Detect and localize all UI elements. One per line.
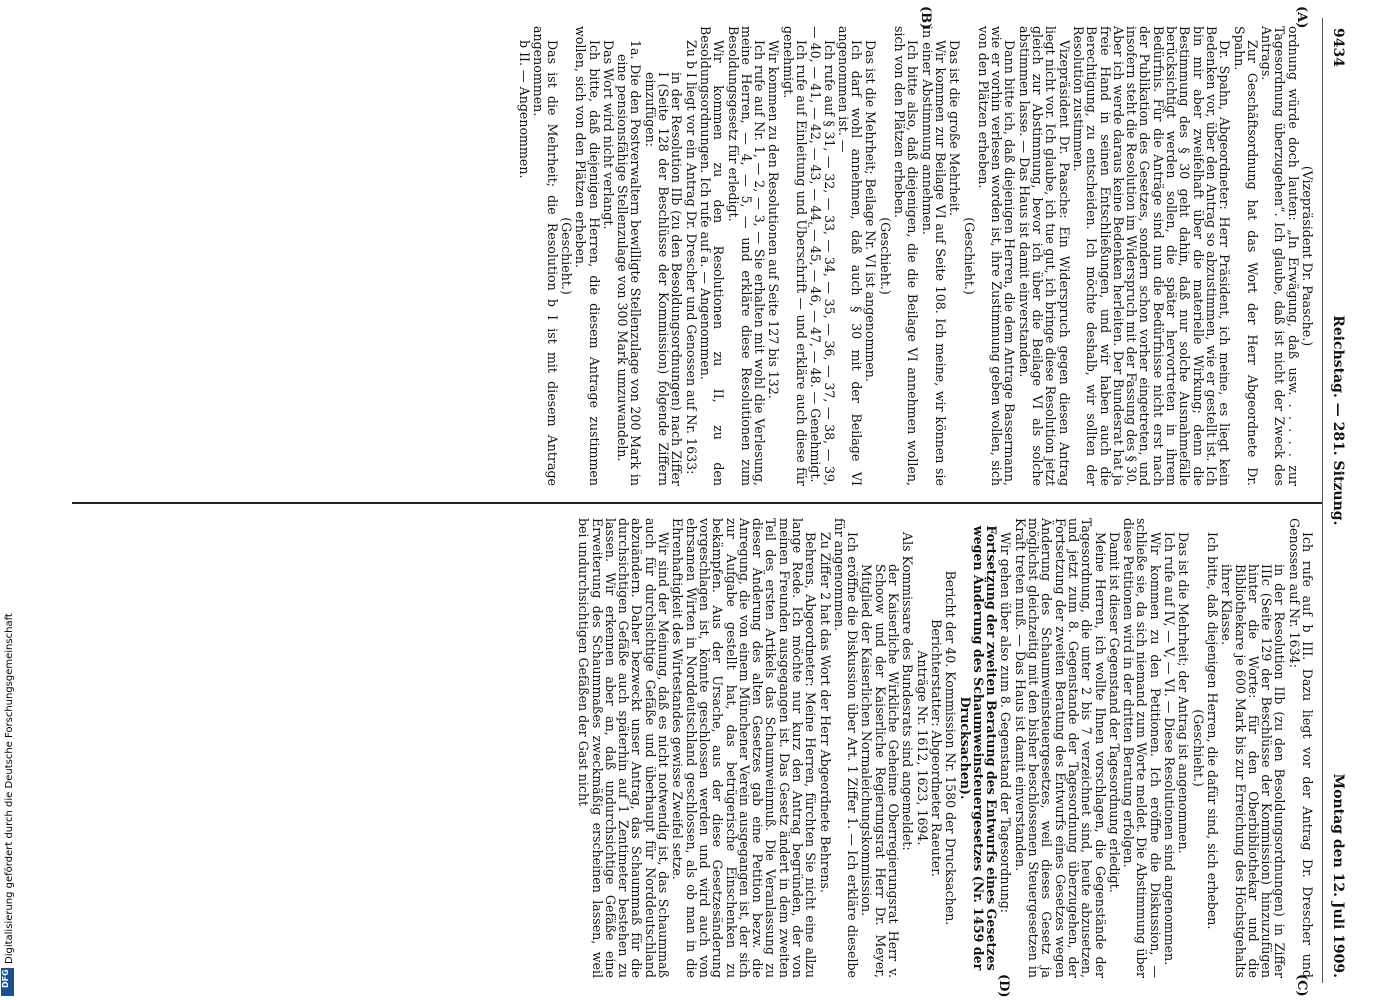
- paragraph: Berichterstatter: Abgeordneter Raeuter.: [928, 619, 944, 877]
- paragraph: (Geschieht.): [1190, 709, 1206, 787]
- paragraph: Das ist die große Mehrheit.: [947, 40, 963, 216]
- paragraph: Wir sind der Meinung, daß es nicht notwendig ist, das Schaummaß auch für durchsichtige Gefäße und überhaupt für Norddeutschland abzuändern. Daher bezweckt unser Antrag, das Schaummaß für die durchsichtigen Gefäße auch späterhin auf 1 Zentimeter bestehen zu lassen. Wir erkennen aber an, daß undurchsichtige Gefäße eine Erweiterung des Schaummaßes zweckmäßig erscheinen lassen, weil bei undurchsichtigen Gefäßen der Gast nicht: [576, 518, 672, 978]
- session-date: Montag den 12. Juli 1909.: [1330, 773, 1346, 978]
- paragraph: (Geschieht.): [877, 217, 893, 295]
- paragraph: Dr. Spahn, Abgeordneter: Herr Präsident, ich meine, es liegt kein Bedenken vor, über den Antrag so abzustimmen, wie er gestellt ist. Ich bin mir aber zweifelhaft über die materielle Wirkung; denn die Bestimmung des § 30 geht dahin, daß nur solche Ausnahmefälle berücksichtigt werden sollen, die später hervortreten in ihrem Bedürfnis. Für die Anträge sind nun die Bedürfnisse nicht erst nach der Publikation des Gesetzes, sondern schon vorher eingetreten, und insofern steht die Resolution im Widerspruch mit der Fassung des § 30. Aber ich werde daraus keine Bedenken herleiten. Der Bundesrat hat ja freie Hand in seinen Entschließungen, und wir haben auch die Berechtigung, zu entscheiden. Ich möchte deshalb, wir sollten der Resolution zustimmen.: [1070, 26, 1233, 486]
- left-column: [517, 26, 1314, 486]
- paragraph: 1a. Die den Postverwaltern bewilligte Stellenzulage von 200 Mark in eine pensionsfähige Stellenzulage von 300 Mark umzuwandeln.: [615, 40, 644, 486]
- paragraph: Vizepräsident Dr. Paasche: Ein Widerspruch gegen diesen Antrag liegt nicht vor. Ich glaube, ich tue gut, ich bringe diese Resolution jetzt gleich zur Abstimmung, bevor ich über die Beilage VI als solche abstimmen lasse. — Das Haus ist damit einverstanden.: [1016, 26, 1072, 486]
- margin-letter-b: (B): [918, 6, 933, 30]
- paragraph: Damit ist dieser Gegenstand der Tagesordnung erledigt.: [1106, 532, 1122, 893]
- header-rule: [1322, 18, 1323, 983]
- paragraph: Das Wort wird nicht verlangt.: [600, 40, 616, 230]
- paragraph: Wir kommen zu den Resolutionen auf Seite 127 bis 132.: [766, 40, 782, 399]
- paragraph: Ich rufe auf § 31, — 32, — 33, — 34, — 35, — 36, — 37, — 38, — 39, — 40, — 41, — 42, — 43, — 44, — 45, — 46, — 47, — 48. — Genehmigt.: [808, 26, 837, 486]
- paragraph: (Geschieht.): [961, 217, 977, 295]
- column-divider: [72, 502, 1322, 504]
- paragraph: Ich rufe auf Einleitung und Überschrift — und erkläre auch diese für genehmigt.: [780, 26, 810, 486]
- paragraph: Als Kommissare des Bundesrats sind angemeldet:: [900, 532, 916, 851]
- paragraph: Wir gehen über also zum 8. Gegenstand der Tagesordnung:: [998, 532, 1014, 914]
- paragraph: Fortsetzung der zweiten Beratung des Entwurfs eines Gesetzes wegen Änderung des Schaumweinsteuergesetzes (Nr. 1459 der Drucksachen).: [957, 525, 1000, 971]
- paragraph: Zu b I liegt vor ein Antrag Dr. Drescher und Genossen auf Nr. 1633:: [683, 40, 699, 475]
- paragraph: Ich rufe auf IV, — V, — VI. — Diese Resolutionen sind angenommen.: [1162, 532, 1178, 966]
- paragraph: Dann bitte ich, daß diejenigen Herren, die dem Antrage Bassermann, wie er vorhin verlesen worden ist, ihre Zustimmung geben wollen, sich von den Plätzen erheben.: [975, 26, 1018, 486]
- running-title: Reichstag. — 281. Sitzung.: [1330, 315, 1346, 526]
- paragraph: Meine Herren, ich wollte Ihnen vorschlagen, die Gegenstände der Tagesordnung, die unter 2 bis 7 verzeichnet sind, heute abzusetzen, und jetzt zum 8. Gegenstande der Tagesordnung überzugehen, der Fortsetzung der zweiten Beratung des Entwurfs eines Gesetzes wegen Änderung des Schaumweinsteuergesetzes, weil dieses Gesetz ja möglichst gleichzeitig mit den bisher beschlossenen Steuergesetzen in Kraft treten muß. — Das Haus ist damit einverstanden.: [1012, 518, 1108, 978]
- paragraph: Bericht der 40. Kommission Nr. 1580 der Drucksachen.: [943, 570, 959, 926]
- paragraph: der Kaiserliche Wirkliche Geheime Oberregierungsrat Herr v. Schoow und der Kaiserliche Regierungsrat Herr Dr. Meyer, Mitglied der Kaiserlichen Normaleichungskommission.: [859, 564, 902, 978]
- paragraph: Ich darf wohl annehmen, daß auch § 30 mit der Beilage VI angenommen ist. —: [835, 26, 865, 486]
- paragraph: in der Resolution IIb (zu den Besoldungsordnungen) nach Ziffer I (Seite 128 der Beschlüsse der Kommission) folgende Ziffern einzufügen:: [642, 72, 685, 486]
- paragraph: Anträge Nr. 1612, 1623, 1694.: [914, 650, 930, 846]
- funding-note: Digitalisierung gefördert durch die Deutsche Forschungsgemeinschaft: [4, 613, 15, 964]
- paragraph: Wir kommen zu den Resolutionen zu II, zu den Besoldungsordnungen. Ich rufe auf a. — Angenommen.: [697, 26, 727, 486]
- margin-letter-a: (A): [1294, 6, 1309, 29]
- paragraph: Zu Ziffer 2 hat das Wort der Herr Abgeordnete Behrens.: [817, 532, 833, 893]
- paragraph: Wir kommen zur Beilage VI auf Seite 108. Ich meine, wir können sie in einer Abstimmung annehmen.: [919, 26, 948, 486]
- paragraph: Das ist die Mehrheit; die Resolution b I ist mit diesem Antrage angenommen.: [531, 26, 560, 486]
- paragraph: (Geschieht.): [558, 217, 574, 295]
- paragraph: Ich bitte, daß diejenigen Herren, die dafür sind, sich erheben.: [1204, 532, 1220, 930]
- paragraph: Ich rufe auf Nr. 1, — 2, — 3, — Sie erhalten mit wohl die Verlesung, meine Herren, — 4, — 5, — und erkläre diese Resolutionen zum Besoldungsgesetz für erledigt.: [725, 26, 768, 486]
- paragraph: Das ist die Mehrheit; der Antrag ist angenommen.: [1176, 532, 1192, 854]
- footer-strip: [0, 0, 18, 1000]
- paragraph: Das ist die Mehrheit; Beilage Nr. VI ist angenommen.: [863, 40, 879, 382]
- paragraph: ordnung würde doch lauten: „In Erwägung, daß usw. . . . . . zur Tagesordnung überzugehen“. Ich glaube, daß ist nicht der Zweck des Antrags.: [1259, 26, 1301, 486]
- paragraph: Wir kommen zu den Petitionen. Ich eröffne die Diskussion, — schließe sie, da sich niemand zum Worte meldet. Die Abstimmung über diese Petitionen wird in der dritten Beratung erfolgen.: [1121, 518, 1163, 978]
- paragraph: Ich bitte also, daß diejenigen, die die Beilage VI annehmen wollen, sich von den Plätzen erheben.: [892, 26, 921, 486]
- paragraph: Ich rufe auf b III. Dazu liegt vor der Antrag Dr. Drescher und Genossen auf Nr. 1634:: [1286, 518, 1315, 978]
- paragraph: (Vizepräsident Dr. Paasche.): [1300, 165, 1315, 347]
- paragraph: Behrens, Abgeordneter: Meine Herren, fürchten Sie nicht eine allzu lange Rede. Ich möchte nur kurz den Antrag begründen, der von meinen Freunden ausgegangen ist. Das Gesetz ändert in dem zweiten Teil des ersten Artikels das Schaumweinmuß. Die Veranlassung zu dieser Änderung des alten Gesetzes gab eine Petition bezw. die Anregung, die von einem Münchener Verein ausgegangen ist, der sich zur Aufgabe gestellt hat, das betrügerische Einschenken zu bekämpfen. Aus der Ursache, aus der diese Gesetzesänderung vorgeschlagen ist, könnte geschlossen werden und wird auch von ehrsamen Wirten in Norddeutschland geschlossen, als ob man in die Ehrenhaftigkeit des Wirtestandes gewisse Zweifel setze.: [670, 518, 819, 978]
- scanned-page: [50, 6, 1350, 998]
- paragraph: Ich eröffne die Diskussion über Art. 1 Ziffer 1. — Ich erkläre dieselbe für angenommen.: [831, 518, 861, 978]
- paragraph: Ich bitte, daß diejenigen Herren, die diesem Antrage zustimmen wollen, sich von den Plätzen erheben.: [573, 26, 602, 486]
- right-column: [576, 518, 1314, 978]
- page-header: [1324, 28, 1344, 978]
- dfg-logo: DFG: [1, 968, 14, 996]
- page-number: 9434: [1330, 28, 1346, 67]
- paragraph: b II. — Angenommen.: [517, 40, 533, 179]
- paragraph: in der Resolution IIb (zu den Besoldungsordnungen) in Ziffer IIIc (Seite 129 der Beschlüsse der Kommission) hinzuzufügen hinter die Worte: für den Oberbibliothekar und die Bibliothekare je 600 Mark bis zur Erreichung des Höchstgehalts ihrer Klasse.: [1219, 564, 1288, 978]
- paragraph: Zur Geschäftsordnung hat das Wort der Herr Abgeordnete Dr. Spahn.: [1231, 26, 1260, 486]
- margin-letter-c: (C): [1294, 974, 1309, 997]
- margin-letter-d: (D): [996, 974, 1011, 998]
